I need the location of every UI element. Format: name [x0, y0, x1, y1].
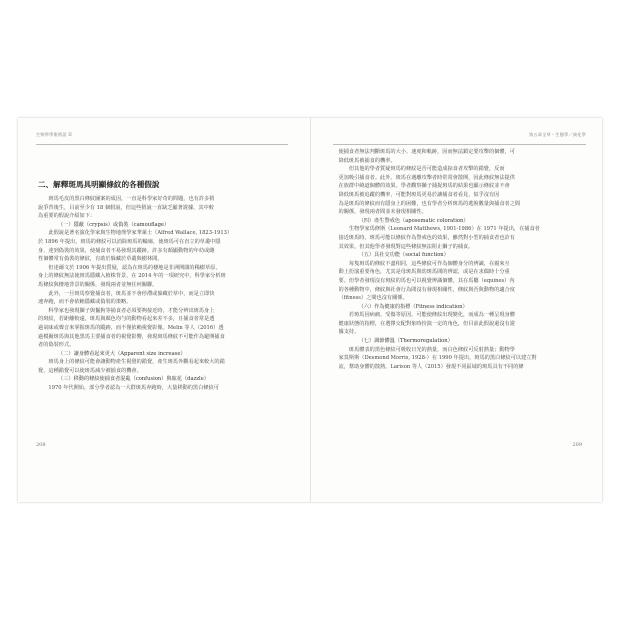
- text-line: 生物學家馬修斯（Leonard Matthews, 1901-1986）在 1971 年提出，在捕食者: [348, 226, 540, 233]
- text-line: 動上扮演重要角色，尤其是母斑馬與幼斑馬間的辨認，或是在求偶時十分重: [338, 269, 510, 276]
- text-line: 使捕食者無法判斷斑馬的大小、速度和軌跡，因而無法鎖定要攻擊的個體，可: [338, 149, 515, 155]
- text-line: 於 1896 年提出，斑馬的條紋可以消除斑馬的輪廓，使斑馬可在直立的草叢中隱: [38, 238, 221, 245]
- text-line: 流，幫助身體的散熱。Larison 等人（2015）發現不同區域的斑馬具有不同的條: [338, 363, 524, 370]
- text-line: 但達爾文於 1906 年提出質疑，認為在斑馬的棲地是非洲開闊的稀樹草原，: [48, 264, 221, 271]
- right-page: [311, 118, 603, 502]
- text-line: 降低斑馬被捕食的機率。: [338, 157, 396, 164]
- text-line: 身上的條紋無法使斑馬隱藏入植株背景，在 2014 年的一項研究中，科學家分析斑: [38, 273, 226, 280]
- text-line: 家莫斯斯（Desmond Morris, 1928-）在 1990 年提出，斑馬的黑白條紋可以建立對: [338, 355, 537, 362]
- text-line: 為是斑馬的條紋而有隱身上的困難，也有學者分析斑馬的逃脫數量與捕食者之間: [338, 200, 521, 207]
- text-line: 速奔跑，而不會依賴隱藏或偽裝的策略。: [38, 299, 132, 306]
- text-line: 更加吸引捕食者。此外，斑馬在遇離攻擊者時常常會散開，因此條紋無法提供: [338, 174, 515, 181]
- text-line: 在族群中繞道個體的效果。學者觀察獅子捕捉斑馬的結果也顯示條紋並不會: [338, 183, 510, 190]
- subsection-heading: （一）隱蔽（crypsis）或偽裝（camouflage）: [58, 221, 170, 228]
- book-spread: [18, 118, 602, 502]
- subsection-heading: （二）讓身體看起來更大（Apparent size increase）: [58, 350, 186, 357]
- subsection-heading: （三）移動的條紋使捕食者混亂（confusion）與眩花（dazzle）: [58, 376, 209, 383]
- subsection-heading: （五）具社交功能（social function）: [358, 252, 449, 259]
- text-line: 身，達到偽裝的效果，使捕食者不易發現其蹤跡。許多有顏顯動物的年幼或雌: [38, 247, 215, 254]
- text-line: 若斑馬因病痛、受傷等原因，可能使條紋出現變化，而成為一種呈現身體: [348, 312, 515, 319]
- text-line: （fitness）之間也沒有關係。: [338, 295, 408, 302]
- text-line: 過氣味或聲音來掌握斑馬的蹤跡，而不僅依賴視覺影像。Melin 等人（2016）透: [38, 324, 224, 331]
- text-line: 斑馬體表的黑色條紋可吸收日光的熱量，而白色條紋可反射熱量；動物學: [348, 346, 515, 353]
- text-line: 接近斑馬時，斑馬可能以條紋作為警戒色的效果，雖然對小型的捕食者也許有: [338, 234, 515, 241]
- text-line: 其效果，但其他學者發現對這些條紋無法阻止獅子的捕食。: [338, 243, 474, 250]
- text-line: 但其他的學者質疑斑馬的條紋是否可能造成掠食者攻擊的錯覺，反而: [348, 166, 505, 173]
- text-line: 斑馬毛皮的黑白條紋圖案的成因，一直是科學家好奇的問題，也有許多假: [48, 196, 215, 202]
- text-line: 過模擬斑馬與其他黑馬主要捕食者的視覺影響，發現斑馬條紋不可能作為避開捕食: [38, 333, 225, 340]
- text-line: 的關係，發現兩者間並未發現相關性。: [338, 209, 427, 216]
- section-title: 二、解釋斑馬具明顯條紋的各種假說: [38, 180, 160, 189]
- right-body-text: [339, 148, 579, 371]
- left-text-lines: [38, 195, 278, 393]
- text-line: 降低斑馬被追蹤的機率，可能對斑馬更易於讓捕食者看見，似乎沒有因: [338, 191, 500, 198]
- text-line: 性個體常有偽裝的條紋，有助於躲藏於草叢與樹林間。: [38, 256, 163, 263]
- left-body-text: [38, 178, 278, 393]
- text-line: 的各種動物中，條紋與社會行為間沒有發現相關性，條紋與否與動物的適合度: [338, 286, 515, 293]
- text-line: 馬條紋與棲地背景的關係，發現兩者並無任何關聯。: [38, 281, 158, 288]
- text-line: 此外，一旦斑馬察覺捕食者，斑馬並不會停滯或躲藏於草中，而是立即快: [48, 290, 215, 297]
- text-line: 據支持。: [338, 329, 360, 336]
- text-line: 說爭背後生，目前至少有 18 個假說，但這些假說一直缺乏顯著證據，其中較: [38, 204, 214, 211]
- text-line: 1970 年代開始，部分學者認為一大群斑馬奔跑時，大量移動的黑白條紋可: [48, 385, 219, 392]
- right-text-lines: [339, 148, 579, 371]
- right-page-number: 209: [572, 442, 582, 448]
- text-line: 斑馬身上的條紋可能會讓動物產生視覺的錯覺，產生斑馬外觀看起來較大的錯: [48, 359, 225, 366]
- left-running-head: 生物學學術術語 II: [36, 132, 288, 145]
- subsection-heading: （六）作為健康的指標（Fitness indication）: [358, 303, 468, 310]
- subsection-heading: （四）產生警戒色（aposematic coloration）: [358, 217, 469, 224]
- left-page-number: 208: [36, 442, 46, 448]
- text-line: 此假說是著名演化學家與生物地理學家華萊士（Alfred Wallace, 1823-1913）: [48, 230, 233, 237]
- text-line: 者的偽裝形式。: [38, 342, 75, 349]
- text-line: 科學家也發現獅子與鬣狗等捕食者必須要夠接近時，才能分辨出斑馬身上: [48, 307, 215, 314]
- text-line: 要。但學者發現沒有斑紋的馬也可以視覺辨識個體，其在馬屬（equines）內: [338, 277, 515, 284]
- text-line: 覺，這種錯覺可以使斑馬減少被捕食的機會。: [38, 367, 142, 374]
- left-page: [18, 118, 311, 502]
- text-line: 健康狀態的指標，在選擇交配對象時扮演一定的角色，但目前此假說還沒有證: [338, 320, 515, 327]
- text-line: 的斑紋，若距離較遠，斑馬與顏色均勻的動物看起來差不多，且捕食者常是透: [38, 316, 215, 323]
- right-running-head: 第五章全草・生態學／演化學: [333, 132, 587, 145]
- subsection-heading: （七）調節體溫（Thermoregulation）: [358, 338, 453, 345]
- text-line: 為重要的假說介紹如下：: [38, 213, 96, 220]
- text-line: 每隻斑馬的條紋不盡相同，這些條紋可作為個體身分的辨識，在親來互: [348, 260, 510, 267]
